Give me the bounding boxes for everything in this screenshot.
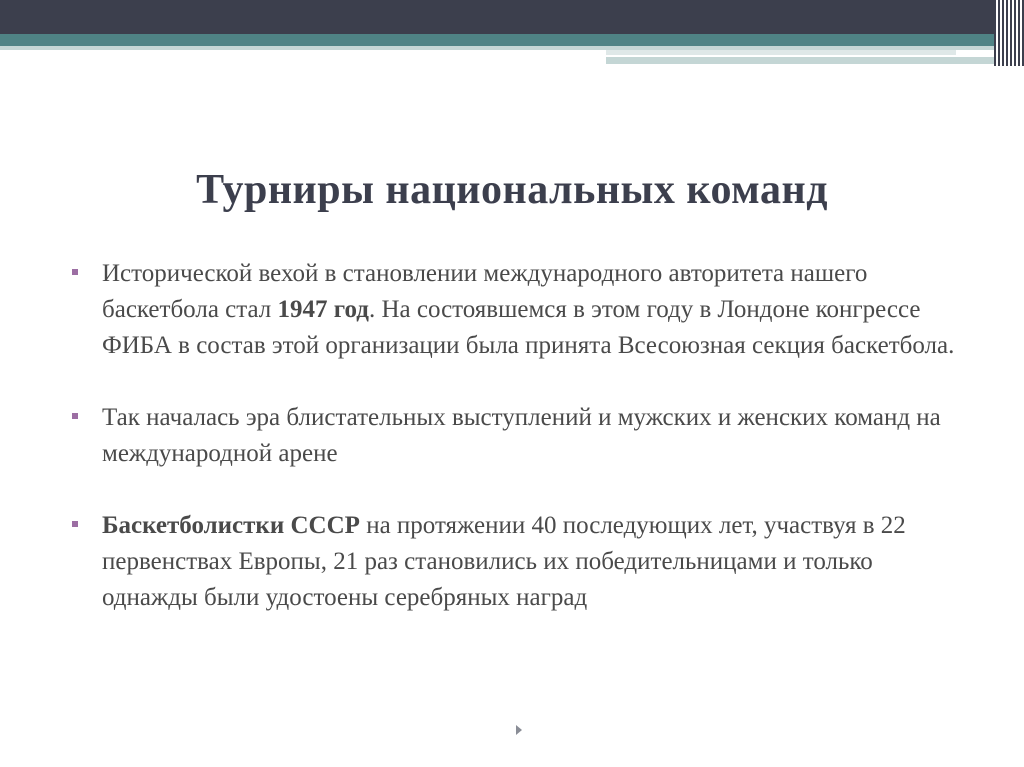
bullet-item-1 (72, 256, 972, 364)
next-slide-arrow-icon[interactable] (516, 725, 522, 735)
bullet-1-text-before: Исторической вехой в становлении международного авторитета нашего баскетбола стал (102, 260, 868, 323)
bullet-item-3 (72, 508, 972, 616)
header-stripes (994, 0, 1024, 66)
bullet-marker-icon (72, 269, 78, 275)
bullet-2-text: Так началась эра блистательных выступлений и мужских и женских команд на международной арене (102, 404, 941, 467)
bullet-3-text-after: на протяжении 40 последующих лет, участвуя в 22 первенствах Европы, 21 раз становились их победительницами и только однажды были удостоены серебряных наград (102, 512, 906, 611)
bullet-3-bold: Баскетболистки СССР (102, 512, 360, 539)
header-accent-line-2 (606, 57, 996, 64)
header-accent-line-1 (606, 50, 956, 55)
bullet-marker-icon (72, 521, 78, 527)
header-band-dark (0, 0, 1024, 34)
bullet-marker-icon (72, 413, 78, 419)
bullet-item-2 (72, 400, 972, 472)
bullet-list (72, 256, 972, 616)
bullet-1-bold: 1947 год (277, 296, 369, 323)
slide-title: Турниры национальных команд (196, 167, 828, 213)
bullet-1-text-after: . На состоявшемся в этом году в Лондоне конгрессе ФИБА в состав этой организации была принята Всесоюзная секция баскетбола. (102, 296, 955, 359)
header-band-teal (0, 34, 1024, 46)
